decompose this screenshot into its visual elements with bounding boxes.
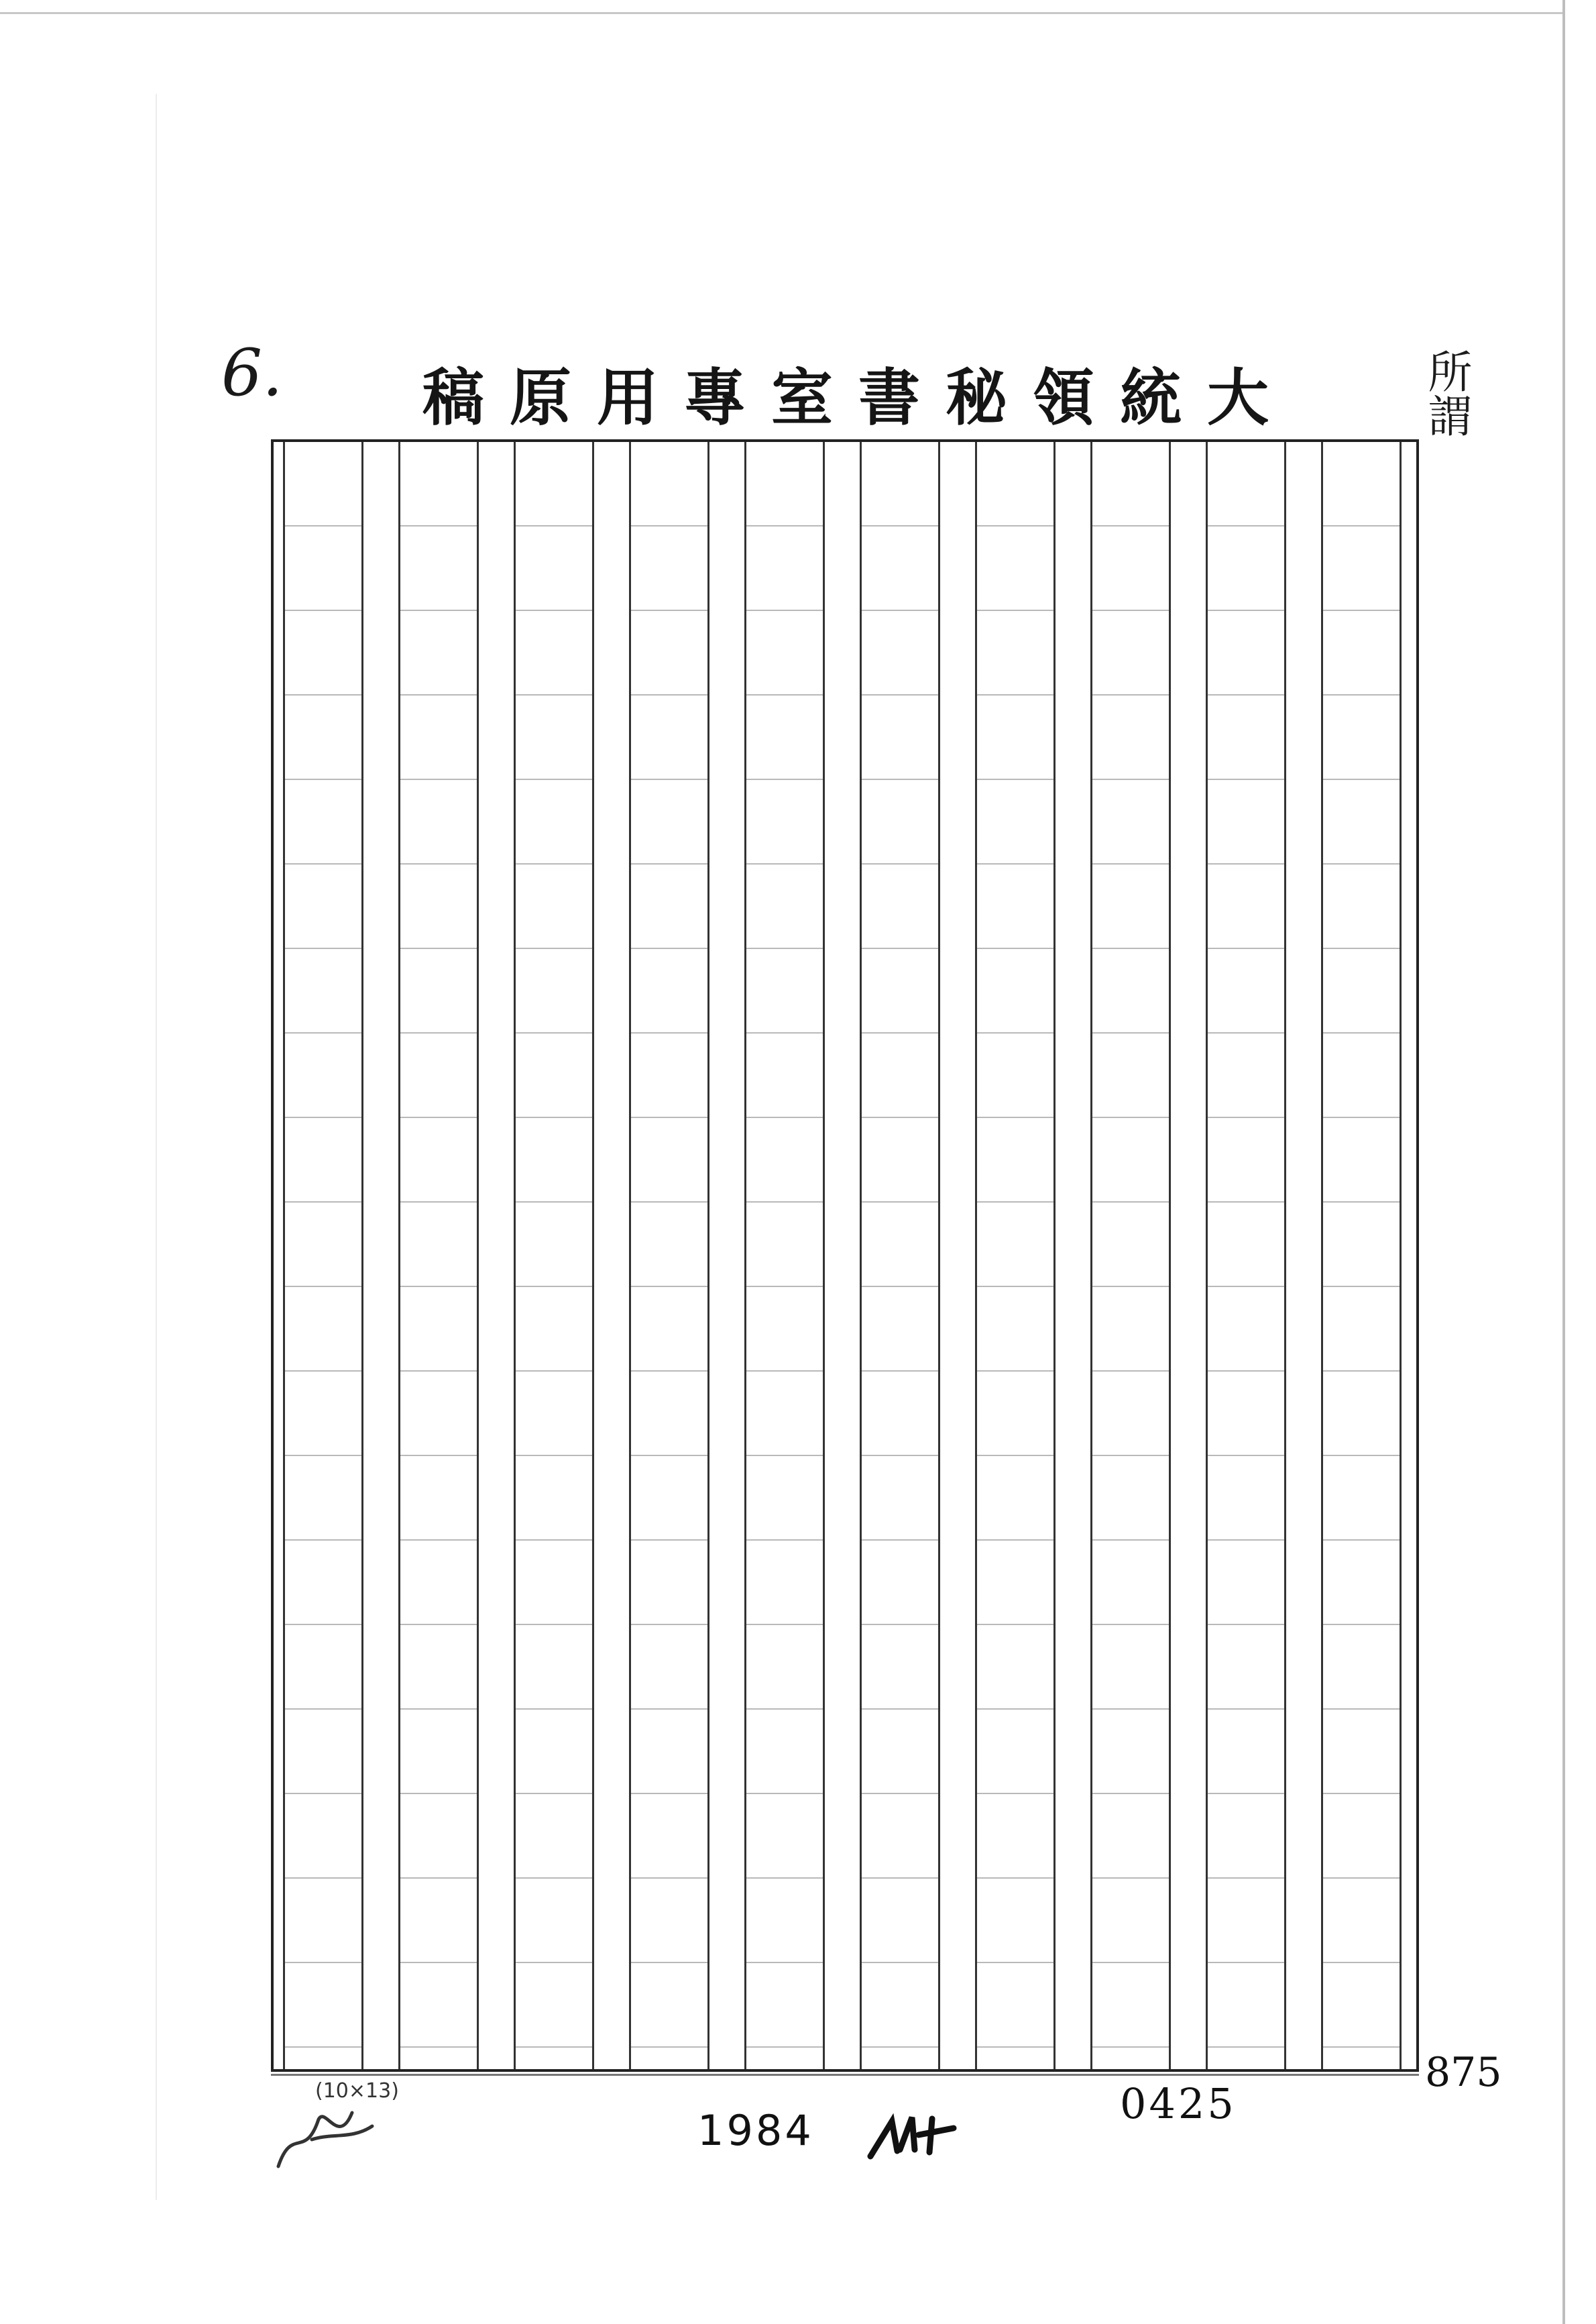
footer-year: 1984 bbox=[697, 2106, 814, 2155]
handwritten-margin-note: 所謂 bbox=[1420, 349, 1472, 437]
handwritten-scribble bbox=[272, 2099, 379, 2173]
manuscript-column bbox=[514, 442, 594, 2069]
handwritten-page-number: 6. bbox=[221, 335, 283, 410]
scan-top-edge bbox=[0, 12, 1562, 14]
manuscript-column bbox=[860, 442, 940, 2069]
form-header-title: 稿原用專室書秘領統大 bbox=[422, 362, 1295, 434]
manuscript-grid bbox=[271, 439, 1419, 2072]
paper-fold-line bbox=[156, 94, 157, 2200]
manuscript-column bbox=[1206, 442, 1286, 2069]
manuscript-column bbox=[975, 442, 1056, 2069]
form-size-code: (10×13) bbox=[315, 2079, 399, 2103]
manuscript-column bbox=[744, 442, 825, 2069]
manuscript-column bbox=[1321, 442, 1402, 2069]
manuscript-column bbox=[398, 442, 479, 2069]
scan-right-edge bbox=[1562, 0, 1565, 2324]
manuscript-column bbox=[629, 442, 709, 2069]
manuscript-column bbox=[1090, 442, 1171, 2069]
handwritten-signature-mark bbox=[865, 2109, 966, 2163]
manuscript-column bbox=[283, 442, 363, 2069]
document-code: 0425 bbox=[1120, 2079, 1237, 2128]
sheet-number: 875 bbox=[1425, 2049, 1502, 2096]
footer-rule bbox=[271, 2074, 1419, 2076]
